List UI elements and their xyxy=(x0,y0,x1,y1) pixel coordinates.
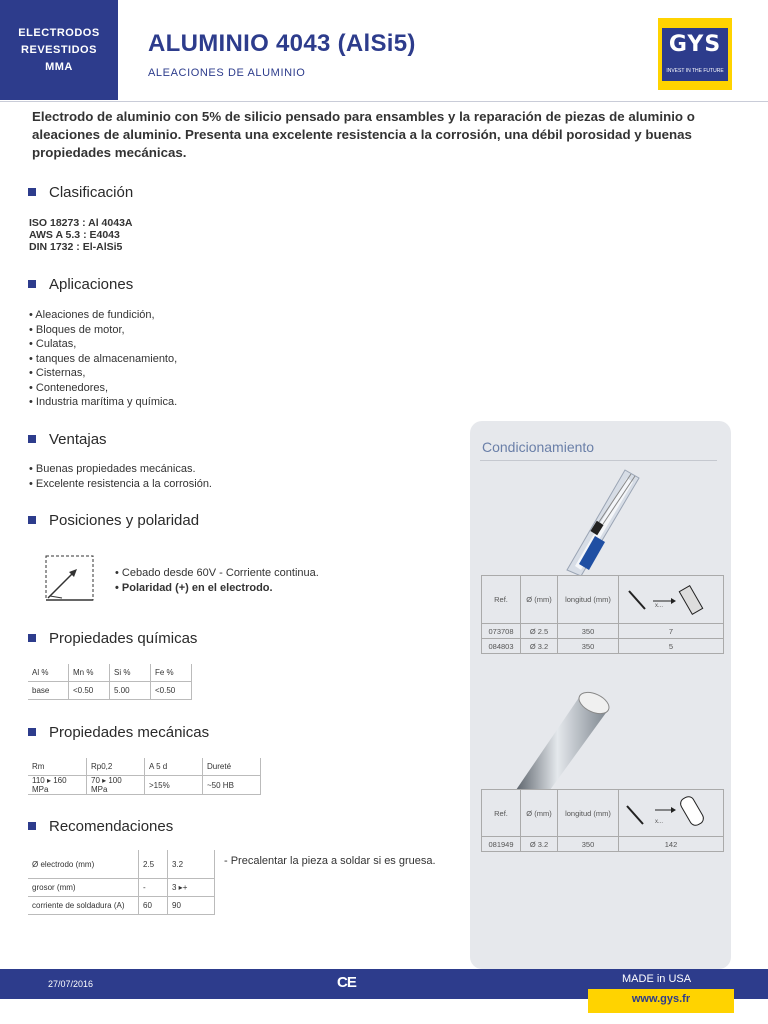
bullet-square-icon xyxy=(28,188,36,196)
table-cell: Ø 3.2 xyxy=(521,639,558,654)
recommendation-note: - Precalentar la pieza a soldar si es gruesa. xyxy=(224,855,436,867)
packaging-table-1 xyxy=(481,575,724,654)
table-row xyxy=(28,879,215,897)
table-cell: ~50 HB xyxy=(203,776,261,795)
table-row xyxy=(482,837,724,852)
bullet-square-icon xyxy=(28,822,36,830)
table-cell: 2.5 xyxy=(139,850,168,879)
table-cell: 3 ▸+ xyxy=(168,879,215,897)
table-cell: Ø electrodo (mm) xyxy=(28,850,139,879)
electrode-to-tube-icon xyxy=(621,792,721,832)
section-heading-mecanicas: Propiedades mecánicas xyxy=(28,724,209,741)
table-cell: grosor (mm) xyxy=(28,879,139,897)
table-cell: - xyxy=(139,879,168,897)
table-cell: Dureté xyxy=(203,758,261,776)
applications-list xyxy=(29,308,177,410)
category-line: REVESTIDOS xyxy=(21,43,97,56)
header-divider xyxy=(0,101,768,102)
table-cell: <0.50 xyxy=(69,682,110,700)
table-cell: Fe % xyxy=(151,664,192,682)
table-cell: Ø (mm) xyxy=(521,576,558,624)
chemical-properties-table xyxy=(28,664,192,700)
table-cell: Al % xyxy=(28,664,69,682)
table-row xyxy=(482,624,724,639)
category-box xyxy=(0,0,118,100)
pack-quantity-icon-cell xyxy=(619,790,724,837)
quantity-label: x... xyxy=(655,819,664,825)
table-row xyxy=(28,682,192,700)
table-header-row xyxy=(482,576,724,624)
table-cell: 350 xyxy=(558,837,619,852)
classification-line: DIN 1732 : El-AlSi5 xyxy=(29,241,123,253)
table-cell: 073708 xyxy=(482,624,521,639)
ce-mark-icon: CE xyxy=(337,974,356,991)
category-line: MMA xyxy=(45,60,73,73)
table-cell: Rp0,2 xyxy=(87,758,145,776)
table-header-row xyxy=(28,664,192,682)
table-cell: 081949 xyxy=(482,837,521,852)
list-item: • Excelente resistencia a la corrosión. xyxy=(29,477,212,490)
section-heading-ventajas: Ventajas xyxy=(28,431,107,448)
list-item: • Industria marítima y química. xyxy=(29,396,178,408)
table-cell: 350 xyxy=(558,624,619,639)
electrode-pack-image xyxy=(555,466,645,576)
polarity-line: • Cebado desde 60V - Corriente continua. xyxy=(115,567,319,579)
table-cell: >15% xyxy=(145,776,203,795)
table-cell: 142 xyxy=(619,837,724,852)
section-heading-clasificacion: Clasificación xyxy=(28,184,133,201)
table-cell: 60 xyxy=(139,897,168,915)
table-cell: base xyxy=(28,682,69,700)
advantages-list xyxy=(29,462,212,491)
gys-logo xyxy=(658,18,732,90)
table-cell: <0.50 xyxy=(151,682,192,700)
section-heading-posiciones: Posiciones y polaridad xyxy=(28,512,199,529)
table-cell: 3.2 xyxy=(168,850,215,879)
section-heading-quimicas: Propiedades químicas xyxy=(28,630,197,647)
packaging-table-2 xyxy=(481,789,724,852)
website-link[interactable]: www.gys.fr xyxy=(631,993,691,1005)
list-item: • Bloques de motor, xyxy=(29,323,125,336)
document-date: 27/07/2016 xyxy=(48,979,94,989)
table-cell: A 5 d xyxy=(145,758,203,776)
table-row xyxy=(28,776,261,795)
list-item: • tanques de almacenamiento, xyxy=(29,352,178,365)
page-title: ALUMINIO 4043 (AlSi5) xyxy=(148,30,416,57)
table-cell: longitud (mm) xyxy=(558,576,619,624)
section-heading-recomendaciones: Recomendaciones xyxy=(28,818,173,835)
polarity-line: • Polaridad (+) en el electrodo. xyxy=(115,581,273,594)
category-line: ELECTRODOS xyxy=(18,26,100,39)
table-cell: Si % xyxy=(110,664,151,682)
list-item: • Cisternas, xyxy=(29,367,86,379)
quantity-label: x... xyxy=(655,603,664,609)
list-item: • Buenas propiedades mecánicas. xyxy=(29,463,196,475)
table-cell: Ø 2.5 xyxy=(521,624,558,639)
welding-position-icon xyxy=(42,553,96,603)
pack-quantity-icon-cell xyxy=(619,576,724,624)
classification-line: ISO 18273 : Al 4043A xyxy=(29,217,133,229)
polarity-text xyxy=(115,566,319,595)
table-cell: longitud (mm) xyxy=(558,790,619,837)
table-cell: 084803 xyxy=(482,639,521,654)
bullet-square-icon xyxy=(28,634,36,642)
table-cell: 70 ▸ 100 MPa xyxy=(87,776,145,795)
bullet-square-icon xyxy=(28,516,36,524)
table-cell: 350 xyxy=(558,639,619,654)
table-header-row xyxy=(28,758,261,776)
table-cell: 7 xyxy=(619,624,724,639)
table-cell: Rm xyxy=(28,758,87,776)
table-header-row xyxy=(482,790,724,837)
bullet-square-icon xyxy=(28,280,36,288)
table-cell: 5.00 xyxy=(110,682,151,700)
made-in-label: MADE in USA xyxy=(622,973,692,985)
table-cell: Ø 3.2 xyxy=(521,837,558,852)
recommendations-table xyxy=(28,850,215,915)
list-item: • Culatas, xyxy=(29,338,77,350)
mechanical-properties-table xyxy=(28,758,261,795)
list-item: • Aleaciones de fundición, xyxy=(29,309,155,321)
bullet-square-icon xyxy=(28,435,36,443)
table-row xyxy=(482,639,724,654)
table-row xyxy=(28,897,215,915)
table-cell: corriente de soldadura (A) xyxy=(28,897,139,915)
logo-tagline: INVEST IN THE FUTURE xyxy=(666,68,724,74)
classification-line: AWS A 5.3 : E4043 xyxy=(29,229,120,241)
list-item: • Contenedores, xyxy=(29,381,109,394)
logo-text: GYS xyxy=(668,32,722,57)
electrode-tube-image xyxy=(510,686,620,790)
intro-paragraph: Electrodo de aluminio con 5% de silicio pensado para ensambles y la reparación de piezas de aluminio o aleaciones de aluminio. Presenta una excelente resistencia a la corrosión, una débil porosidad y buenas propiedades mecánicas. xyxy=(32,109,695,160)
classification-list xyxy=(29,217,133,253)
table-cell: Ref. xyxy=(482,576,521,624)
table-cell: Ø (mm) xyxy=(521,790,558,837)
table-cell: Ref. xyxy=(482,790,521,837)
bullet-square-icon xyxy=(28,728,36,736)
packaging-divider xyxy=(480,460,717,461)
section-heading-aplicaciones: Aplicaciones xyxy=(28,276,133,293)
table-cell: 5 xyxy=(619,639,724,654)
table-cell: 90 xyxy=(168,897,215,915)
packaging-heading: Condicionamiento xyxy=(482,439,595,455)
table-cell: Mn % xyxy=(69,664,110,682)
table-cell: 110 ▸ 160 MPa xyxy=(28,776,87,795)
page-subtitle: ALEACIONES DE ALUMINIO xyxy=(148,67,306,79)
table-row xyxy=(28,850,215,879)
electrode-to-pack-icon xyxy=(621,579,721,619)
